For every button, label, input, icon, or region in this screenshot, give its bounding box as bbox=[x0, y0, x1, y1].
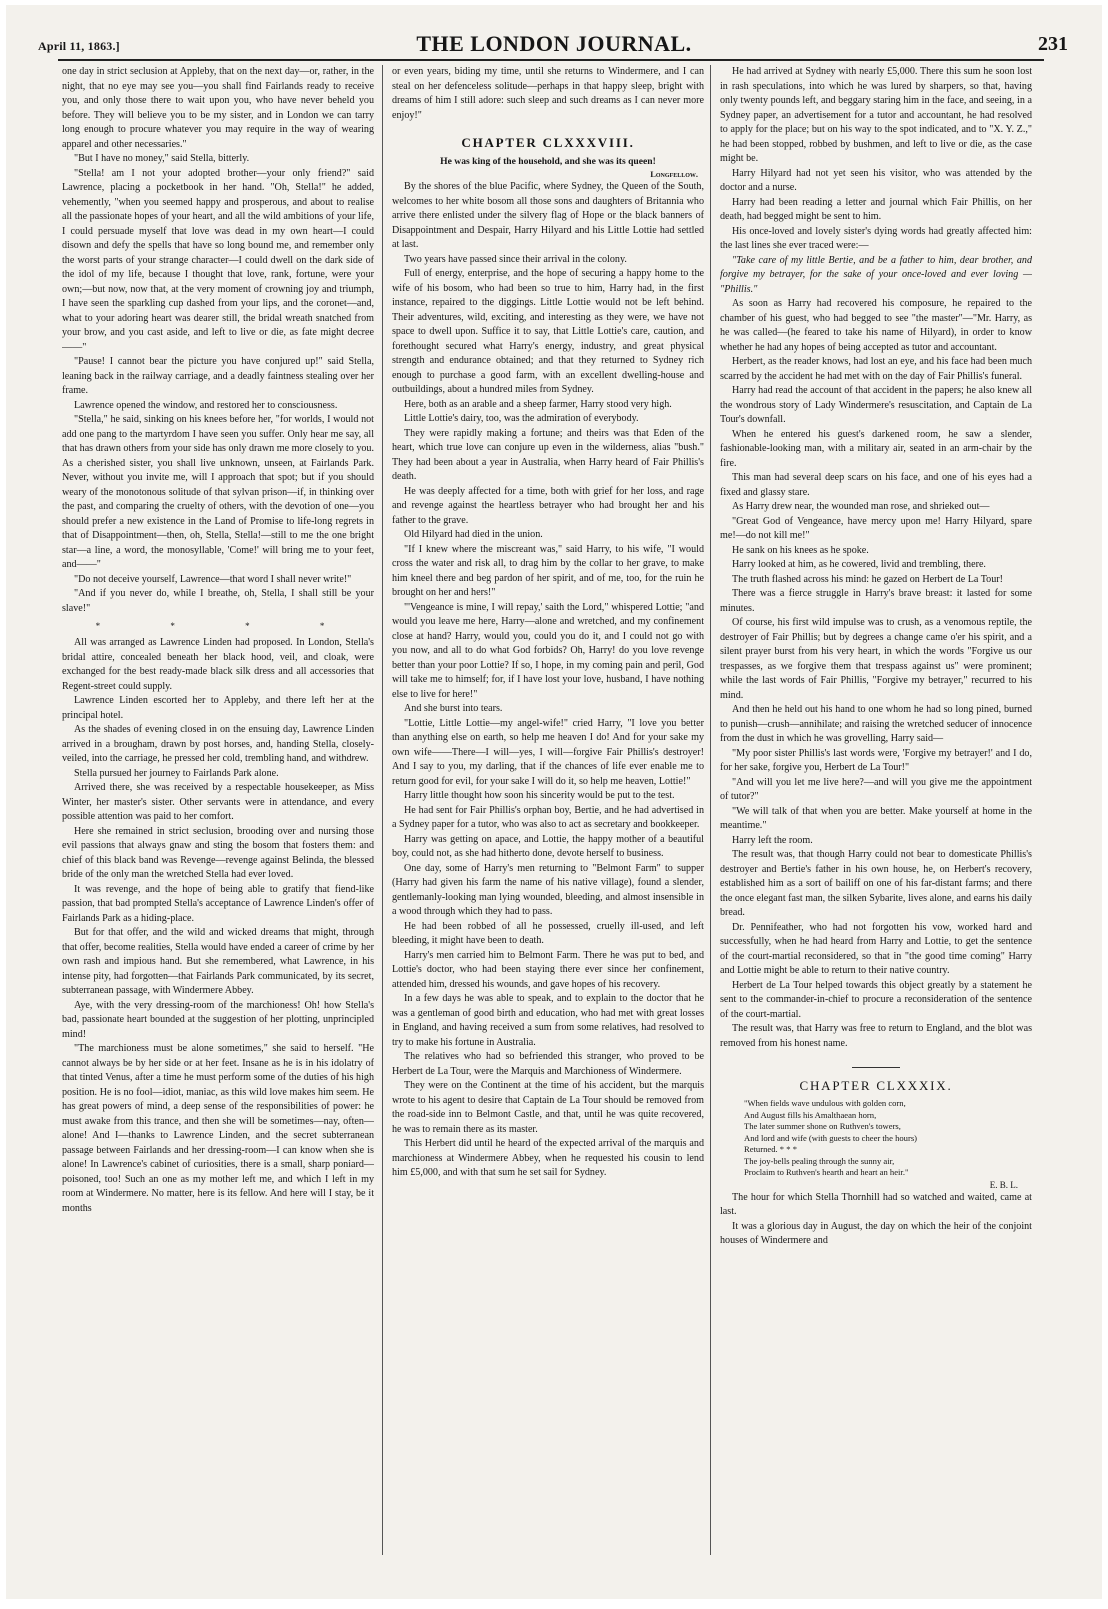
paragraph: The relatives who had so befriended this stranger, who proved to be Herbert de La Tour, were the Marquis and Marchioness of Windermere. bbox=[392, 1051, 704, 1077]
section-break-stars: * * * * bbox=[95, 621, 359, 631]
paragraph: Harry Hilyard had not yet seen his visitor, who was attended by the doctor and a nurse. bbox=[720, 167, 1032, 193]
paragraph: "Lottie, Little Lottie—my angel-wife!" cried Harry, "I love you better than anything else on earth, so help me heaven I do! And for your sake my own wife——There—I will—yes, I will—forgive Fair Phillis's destroyer! And I say to you, my darling, that if the chances of life ever enable me to return good for evil, for your sake I will do it, so help me heaven, Lottie!" bbox=[392, 717, 704, 787]
paragraph: "The marchioness must be alone sometimes," she said to herself. "He cannot always be by her side or at her feet. Insane as he is in his idolatry of that tinted Venus, after a time he must perform some of the duties of his high position. He is no fool—idiot, maniac, as this wild love makes him seem. He has great powers of mind, a deep sense of the responsibilities of power: he must awake from this trance, and then she will be sometimes—nay, often—alone! And I—thanks to Lawrence Linden, and the secret subterranean passage between Fairlands and her dressing-room—I can know when she is alone! In Lawrence's cabinet of curiosities, there is a small, sharp poniard—poisoned, too! Such an one as my mother left me, and which I left in my room at Windermere. No matter, here is its fellow. And here will I stay, be it months bbox=[62, 1043, 374, 1214]
paragraph: The hour for which Stella Thornhill had so watched and waited, came at last. bbox=[720, 1191, 1032, 1217]
paragraph: He had sent for Fair Phillis's orphan boy, Bertie, and he had advertised in a Sydney paper for a tutor, who was also to act as secretary and bookkeeper. bbox=[392, 804, 704, 830]
paragraph: He had arrived at Sydney with nearly £5,000. There this sum he soon lost in rash speculations, into which he was lured by sharpers, so that, having only twenty pounds left, and beggary staring him in the face, and seeing, in a Sydney paper, an advertisement for a tutor and accountant, he had resolved to apply for the place; but on his way to the spot indicated, and to "X. Y. Z.," he had been stopped, robbed by bushmen, and left to live or die, as the case might be. bbox=[720, 66, 1032, 164]
paragraph: The result was, that Harry was free to return to England, and the blot was removed from his honest name. bbox=[720, 1023, 1032, 1049]
paragraph: Two years have passed since their arrival in the colony. bbox=[404, 253, 627, 265]
paragraph: It was a glorious day in August, the day on which the heir of the conjoint houses of Windermere and bbox=[720, 1220, 1032, 1246]
chapter-epigraph: He was king of the household, and she was its queen! bbox=[440, 156, 656, 167]
paragraph: When he entered his guest's darkened room, he saw a slender, fashionable-looking man, with a military air, seated in an arm-chair by the fire. bbox=[720, 428, 1032, 469]
text-column-1 bbox=[62, 65, 374, 1555]
paragraph: Here she remained in strict seclusion, brooding over and nursing those evil passions that always gnaw and sting the bosom that fosters them: and chief of this black band was Revenge—revenge against Belinda, the blessed bride of the only man the wretched Stella had ever loved. bbox=[62, 825, 374, 880]
paragraph: They were on the Continent at the time of his accident, but the marquis wrote to his agent to desire that Captain de La Tour should be removed from the road-side inn to Belmont Castle, and that, until he was quite recovered, he was to remain there as its master. bbox=[392, 1080, 704, 1135]
paragraph: "But I have no money," said Stella, bitterly. bbox=[74, 153, 250, 164]
paragraph: "We will talk of that when you are better. Make yourself at home in the meantime." bbox=[720, 805, 1032, 831]
paragraph: Harry was getting on apace, and Lottie, the happy mother of a beautiful boy, could not, as she had hitherto done, devote herself to business. bbox=[392, 833, 704, 859]
paragraph: They were rapidly making a fortune; and theirs was that Eden of the heart, which true love can conjure up even in the wilderness, alias "bush." They had been about a year in Australia, when Harry heard of Fair Phillis's death. bbox=[392, 427, 704, 482]
paragraph: The result was, that though Harry could not bear to domesticate Phillis's destroyer and Bertie's father in his own house, he, on Herbert's recovery, established him as a sort of bailiff on one of his far-distant farms; and there the once elegant fast man, the silken Sybarite, lives alone, and earns his daily bread. bbox=[720, 849, 1032, 918]
text-column-2 bbox=[392, 65, 704, 1555]
poem-line: The later summer shone on Ruthven's towers, bbox=[744, 1121, 901, 1131]
paragraph: "Do not deceive yourself, Lawrence—that word I shall never write!" bbox=[74, 573, 352, 585]
paragraph: It was revenge, and the hope of being able to gratify that fiend-like passion, that bad prompted Stella's acceptance of Lawrence Linden's offer of Fairlands Park as a hiding-place. bbox=[62, 883, 374, 924]
page-number: 231 bbox=[1038, 33, 1068, 55]
poem-line: "When fields wave undulous with golden corn, bbox=[744, 1098, 906, 1108]
newspaper-page bbox=[6, 5, 1102, 1599]
paragraph: But for that offer, and the wild and wicked dreams that might, through that offer, become realities, Stella would have ended a career of crime by her own rash and impious hand. But she remembered, what Lawrence, in his intense pity, had forgotten—that Fairlands Park communicated, by its secret, subterranean passage, with Windermere Abbey. bbox=[62, 927, 374, 996]
paragraph: or even years, biding my time, until she returns to Windermere, and I can steal on her defenceless solitude—perhaps in that happy sleep, bright with dreams of him I still adore: such sleep and such dreams as I can never more enjoy!" bbox=[392, 66, 704, 121]
column-divider bbox=[382, 65, 383, 1555]
paragraph: Aye, with the very dressing-room of the marchioness! Oh! how Stella's bad, passionate heart bounded at the suggestion of her plotting, unprincipled mind! bbox=[62, 999, 374, 1040]
chapter-heading: CHAPTER CLXXXIX. bbox=[799, 1078, 953, 1093]
poem-author: E. B. L. bbox=[989, 1179, 1018, 1190]
paragraph: Harry had read the account of that accident in the papers; he also knew all the wondrous story of Lady Windermere's resuscitation, and Captain de La Tour's downfall. bbox=[720, 385, 1032, 425]
paragraph: The truth flashed across his mind: he gazed on Herbert de La Tour! bbox=[732, 573, 1003, 585]
paragraph: one day in strict seclusion at Appleby, that on the next day—or, rather, in the night, that no eye may see you—you shall find Fairlands ready to receive you, and only those there to wait upon you, who have never beheld you before. They will believe you to be my sister, and in London we can tarry long enough to procure whatever you may require in the way of wearing apparel and other necessaries." bbox=[62, 66, 374, 150]
paragraph: Harry had been reading a letter and journal which Fair Phillis, on her death, had begged might be sent to him. bbox=[720, 196, 1032, 222]
paragraph: He had been robbed of all he possessed, cruelly ill-used, and left bleeding, it might have been to death. bbox=[392, 920, 704, 946]
text-column-3 bbox=[720, 65, 1032, 1555]
paragraph: There was a fierce struggle in Harry's brave breast: it lasted for some minutes. bbox=[720, 588, 1032, 614]
paragraph: Lawrence Linden escorted her to Appleby, and there left her at the principal hotel. bbox=[62, 695, 374, 721]
paragraph: Herbert de La Tour helped towards this object greatly by a statement he sent to the commander-in-chief to procure a reconsideration of the sentence of the court-martial. bbox=[720, 979, 1032, 1020]
paragraph: "Take care of my little Bertie, and be a father to him, dear brother, and forgive my betrayer, for the sake of your once-loved and ever loving — "Phillis." bbox=[720, 254, 1032, 295]
paragraph: "And if you never do, while I breathe, oh, Stella, I shall still be your slave!" bbox=[62, 588, 374, 614]
chapter-heading: CHAPTER CLXXXVIII. bbox=[461, 135, 635, 150]
chapter-separator-rule bbox=[852, 1067, 900, 1068]
paragraph: Harry left the room. bbox=[732, 834, 813, 846]
paragraph: Stella pursued her journey to Fairlands Park alone. bbox=[74, 767, 279, 779]
page-header bbox=[26, 15, 1082, 55]
paragraph: Here, both as an arable and a sheep farmer, Harry stood very high. bbox=[404, 398, 672, 410]
paragraph: This Herbert did until he heard of the expected arrival of the marquis and marchioness at Windermere Abbey, when he requested his cousin to lend him £5,000, and with that sum he set sail for Sydney. bbox=[392, 1138, 704, 1178]
paragraph: His once-loved and lovely sister's dying words had greatly affected him: the last lines she ever traced were:— bbox=[720, 225, 1032, 251]
poem-line: And lord and wife (with guests to cheer the hours) bbox=[744, 1132, 918, 1143]
paragraph: Harry's men carried him to Belmont Farm. There he was put to bed, and Lottie's doctor, who had been staying there ever since her confinement, attended him, dressed his wounds, and gave hopes of his recovery. bbox=[392, 949, 704, 990]
poem-line: And August fills his Amalthaean horn, bbox=[744, 1109, 877, 1120]
paragraph: Harry little thought how soon his sincerity would be put to the test. bbox=[404, 790, 675, 801]
paragraph: Little Lottie's dairy, too, was the admiration of everybody. bbox=[404, 413, 639, 424]
header-rule bbox=[58, 59, 1044, 61]
paragraph: "Stella! am I not your adopted brother—your only friend?" said Lawrence, placing a pocketbook in her hand. "Oh, Stella!" he added, vehemently, "when you seemed happy and prosperous, and about to realise all the passionate hopes of your heart, and all the wild ambitions of your life, I could persuade myself that love was dead in my own heart—I could disown and defy the spells that have so long bound me, and remember only the worst parts of your strange character—I could dwell on the dark side of the idol of my life, because I thought that love, rank, fortune, were your own;—but now, now that, at the very moment of crowning joy and triumph, I have seen the sparkling cup dashed from your lips, and the coronet—and, what to your adoring heart was dearer still, the bridal wreath snatched from your brow, and you cast aside, and left to live or die, as fate might decree——" bbox=[62, 167, 374, 353]
paragraph: He was deeply affected for a time, both with grief for her loss, and rage and revenge against the heartless betrayer who had brought her and his father to the grave. bbox=[392, 485, 704, 526]
issue-date: April 11, 1863.] bbox=[38, 39, 120, 53]
paragraph: In a few days he was able to speak, and to explain to the doctor that he was a gentleman of good birth and education, who had met with great losses in England, and having received a sum from some relatives, had resolved to try to make his fortune in Australia. bbox=[392, 993, 704, 1048]
paragraph: As soon as Harry had recovered his composure, he repaired to the chamber of his guest, who had begged to see "the master"—"Mr. Harry, as he was called—(he feared to take his name of Hilyard), in order to know whether he had any hopes of being accepted as tutor and accountant. bbox=[720, 298, 1032, 353]
paragraph: "And will you let me live here?—and will you give me the appointment of tutor?" bbox=[720, 776, 1032, 802]
paragraph: Full of energy, enterprise, and the hope of securing a happy home to the wife of his bosom, who had been so true to him, Harry had, in the first instance, repaired to the diggings. Little Lottie would not be left behind. Their adventures, wild, exciting, and interesting as they were, we have not space to dwell upon. Suffice it to say, that Little Lottie's care, caution, and forethought secured what Harry's energy, industry, and great physical strength and endurance obtained; and that they returned to Sydney rich enough to purchase a good farm, with an excellent dwelling-house and outbuildings, about a hundred miles from Sydney. bbox=[392, 268, 704, 395]
paragraph: Of course, his first wild impulse was to crush, as a venomous reptile, the destroyer of Fair Phillis; but by degrees a change came o'er his spirit, and a silent prayer burst from his very heart, in which the words "Forgive us our trespasses, as we forgive them that trespass against us" were prominent; while the last words of Fair Phillis, "Forgive my betrayer," recurred to his mind. bbox=[720, 617, 1032, 701]
paragraph: Dr. Pennifeather, who had not forgotten his vow, worked hard and successfully, when he had heard from Harry and Lottie, to get the sentence of the court-martial reconsidered, so that in "the good time coming" Harry and Lottie might be able to return to their native country. bbox=[720, 921, 1032, 976]
epigraph-author: Longfellow. bbox=[650, 169, 698, 179]
paragraph: All was arranged as Lawrence Linden had proposed. In London, Stella's bridal attire, concealed beneath her black hood, veil, and cloak, were exchanged for the best ready-made black silk dress and all accessories that Regent-street could supply. bbox=[62, 637, 374, 692]
masthead-title: THE LONDON JOURNAL. bbox=[416, 31, 692, 56]
poem-line: Returned. * * * bbox=[744, 1144, 797, 1154]
paragraph: Arrived there, she was received by a respectable housekeeper, as Miss Winter, her master's sister. Other servants were in attendance, and every possible attention was paid to her comfort. bbox=[62, 782, 374, 822]
paragraph: "Stella," he said, sinking on his knees before her, "for worlds, I would not add one pang to the martyrdom I have seen you suffer. Only hear me say, all that has drawn others from your side has only drawn me more closely to you. As a cherished sister, you shall live unknown, unseen, at Fairlands Park. Never, without you invite me, will I approach that spot; but if you should weary of the monotonous solitude of that sylvan prison—if, in thinking over the past, and comparing the cruelty of others, with the devotion of one—you should prefer a new existence in the Land of Promise to life-long regrets in that of Disappointment—then, oh, Stella, Stella!—still to me the one bright star—a line, a word, the monosyllable, 'Come!' will bring me to your feet, and——" bbox=[62, 414, 374, 570]
paragraph: As Harry drew near, the wounded man rose, and shrieked out— bbox=[732, 501, 990, 512]
paragraph: Herbert, as the reader knows, had lost an eye, and his face had been much scarred by the accident he had met with on the day of Fair Phillis's funeral. bbox=[720, 356, 1032, 382]
paragraph: "If I knew where the miscreant was," said Harry, to his wife, "I would cross the water and risk all, to drag him by the collar to her grave, to make him kneel there and beg pardon of her spirit, and of me, too, for the ruin he brought on her and hers!" bbox=[392, 543, 704, 598]
paragraph: He sank on his knees as he spoke. bbox=[732, 544, 869, 556]
poem-line: Proclaim to Ruthven's hearth and heart an heir." bbox=[744, 1167, 909, 1177]
paragraph: This man had several deep scars on his face, and one of his eyes had a fixed and glassy stare. bbox=[720, 472, 1032, 498]
paragraph: Lawrence opened the window, and restored her to consciousness. bbox=[74, 399, 338, 411]
paragraph: One day, some of Harry's men returning to "Belmont Farm" to supper (Harry had given his farm the name of his native village), found a slender, gentlemanly-looking man lying wounded, bleeding, and almost insensible in a wood through which they had to pass. bbox=[392, 862, 704, 917]
paragraph: And then he held out his hand to one whom he had so long pined, burned to punish—crush—annihilate; and raising the wretched seducer of innocence from the dust in which he was grovelling, Harry said— bbox=[720, 704, 1032, 744]
paragraph: By the shores of the blue Pacific, where Sydney, the Queen of the South, welcomes to her white bosom all those sons and daughters of Britannia who arrive there enlisted under the silvery flag of Hope or the black banners of Disappointment and Despair, Harry Hilyard and his Little Lottie had settled at last. bbox=[392, 181, 704, 250]
paragraph: Harry looked at him, as he cowered, livid and trembling, there. bbox=[732, 559, 986, 570]
paragraph: "My poor sister Phillis's last words were, 'Forgive my betrayer!' and I do, for her sake, forgive you, Herbert de La Tour!" bbox=[720, 747, 1032, 773]
column-divider bbox=[710, 65, 711, 1555]
poem-line: The joy-bells pealing through the sunny air, bbox=[744, 1155, 895, 1166]
paragraph: Old Hilyard had died in the union. bbox=[404, 529, 543, 540]
paragraph: And she burst into tears. bbox=[404, 703, 503, 714]
paragraph: "Pause! I cannot bear the picture you have conjured up!" said Stella, leaning back in the railway carriage, and a deadly faintness stealing over her frame. bbox=[62, 356, 374, 396]
paragraph: "'Vengeance is mine, I will repay,' saith the Lord," whispered Lottie; "and would you leave me here, Harry—alone and wretched, and my confinement close at hand? Harry, would you, could you do it, and I could not go with you now, and all to do what God forbids? Oh, Harry! do you love revenge better than your poor Lottie? If so, I hope, in my coming pain and peril, God will take me to himself; for, if I have lost your love, husband, I have nothing else to live for here!" bbox=[392, 601, 704, 700]
paragraph: As the shades of evening closed in on the ensuing day, Lawrence Linden arrived in a brougham, drawn by post horses, and, handing Stella, closely-veiled, into the carriage, he pressed her cold, trembling hand, and withdrew. bbox=[62, 724, 374, 764]
paragraph: "Great God of Vengeance, have mercy upon me! Harry Hilyard, spare me!—do not kill me!" bbox=[720, 515, 1032, 541]
